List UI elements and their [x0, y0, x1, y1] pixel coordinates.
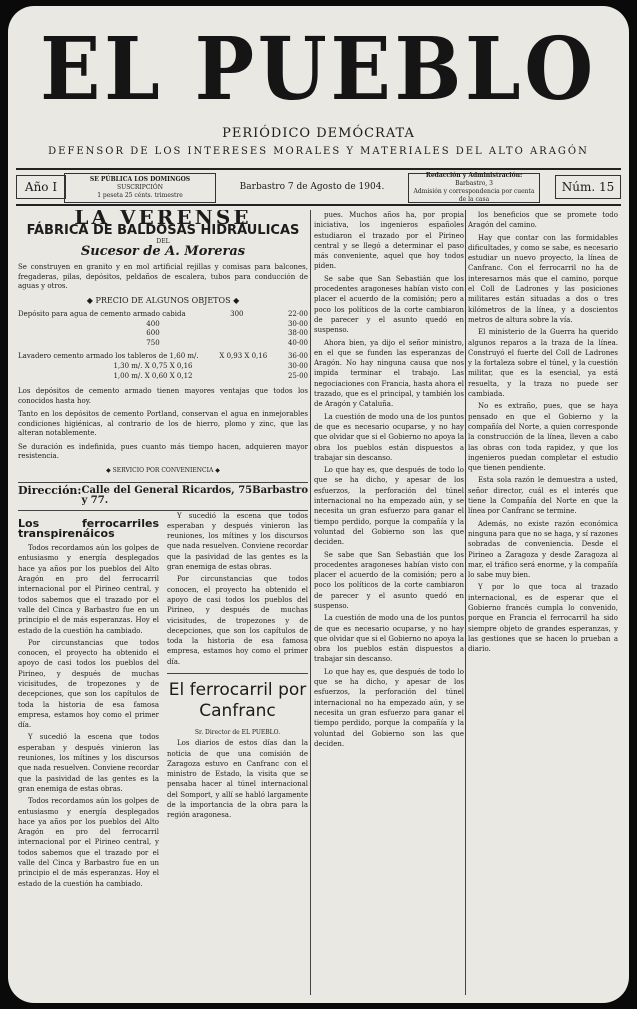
ad-note: Tanto en los depósitos de cemento Portland, conservan el agua en inmejorables condiciones higiénicas, al contrario de los de hierro, plomo y zinc, que las alteran notablemente. [18, 410, 308, 438]
ad-title: LA VERENSE [74, 210, 252, 229]
editorial-office: Redacción y Administración: [425, 172, 523, 179]
column-middle [314, 210, 464, 995]
price-row [18, 310, 308, 320]
price-row [18, 320, 308, 330]
price-qty: 600 [146, 329, 160, 338]
article-paragraph: Lo que hay es, que después de todo lo que se ha dicho, y apesar de los esfuerzos, la perforación del túnel internacional no ha empezado aún, y se necesita un gran esfuerzo para ganar el tiempo perdido, porque la compañía y la voluntad del Gobierno son las que deciden. [314, 667, 464, 748]
column-right [468, 210, 618, 995]
price-item: Depósito para agua de cemento armado cabida [18, 309, 186, 318]
direction-city: Barbastro [252, 484, 308, 496]
masthead-title: EL PUEBLO [40, 19, 597, 120]
masthead-subtitle: PERIÓDICO DEMÓCRATA [222, 126, 415, 141]
ad-del: DEL [156, 237, 170, 245]
subscription-price: 1 peseta 25 cénts. trimestre [97, 192, 183, 199]
article-paragraph: Esta sola razón le demuestra a usted, señor director, cuál es el interés que tiene la Compañía del Norte en que la línea por Canfranc se termine. [468, 476, 618, 516]
canfranc-salutation: Sr. Director de EL PUEBLO. [194, 728, 281, 736]
price-qty: 400 [146, 319, 160, 328]
divider [167, 673, 308, 674]
price-qty: 1,30 m/. X 0,75 X 0,16 [113, 361, 193, 370]
delivery-text: SERVICIO POR CONVENIENCIA [112, 466, 214, 474]
price-heading-text: PRECIO DE ALGUNOS OBJETOS [95, 295, 231, 305]
article-paragraph: pues. Muchos años ha, por propia iniciativa, los ingenieros españoles estudiaron el trazado por el Pirineo central y se llegó a determinar el paso más conveniente, aquel que hoy todos piden. [314, 211, 464, 271]
office-address: Barbastro, 3 [455, 180, 493, 187]
article-headline: Los ferrocarriles transpirenáicos [18, 516, 159, 540]
price-value: 22·00 [287, 309, 308, 318]
price-value: 36·00 [287, 352, 308, 361]
price-qty: X 0,93 X 0,16 [219, 352, 268, 361]
article-paragraph: El ministerio de la Guerra ha querido algunos reparos a la traza de la línea. Construyó el fuerte del Coll de Ladrones y la fortaleza sobre el túnel, y la cuestión militar, que es la esencial, ya está resuelta, y la traza no puede ser cambiada. [468, 328, 618, 399]
price-row [18, 339, 308, 349]
price-row [18, 352, 308, 362]
publish-day: SE PÚBLICA LOS DOMINGOS [89, 176, 191, 183]
ad-intro: Se construyen en granito y en mol artificial rejillas y comisas para balcones, fregaderas, pilas, depósitos, peldaños de escalera, tubos para conducción de aguas y otros. [18, 263, 308, 291]
column-rule [465, 210, 466, 995]
price-list [18, 310, 308, 381]
article-paragraph: Y por lo que toca al trazado internacional, es de esperar que el Gobierno francés cumpla lo convenido, porque en Francia el ferrocarril ha sido siempre objeto de grandes esperanzas, y las gestiones que se hacen lo prueban a diario. [468, 583, 618, 654]
lower-left-subcolumns [18, 511, 308, 891]
price-value: 40·00 [287, 338, 308, 347]
editorial-note: Admisión y correspondencia por cuenta de la casa [413, 188, 535, 203]
column-rule [310, 210, 311, 995]
article-paragraph: Lo que hay es, que después de todo lo que se ha dicho, y apesar de los esfuerzos, la perforación del túnel internacional no ha empezado aún, y se necesita un gran esfuerzo para ganar el tiempo perdido, porque la compañía y la voluntad del Gobierno son las que deciden. [314, 466, 464, 547]
price-value: 30·00 [287, 319, 308, 328]
price-value: 38·00 [287, 329, 308, 338]
masthead-motto: DEFENSOR DE LOS INTERESES MORALES Y MATERIALES DEL ALTO ARAGÓN [48, 146, 589, 157]
subscription-box [64, 173, 216, 203]
article-paragraph: Se sabe que San Sebastián que los procedentes aragoneses habían visto con placer el acuerdo de la comisión; pero a poco los políticos de la corte cambiaron de parecer y el asunto quedó en suspenso. [314, 274, 464, 335]
price-heading: ◆ PRECIO DE ALGUNOS OBJETOS ◆ [86, 295, 240, 305]
direction-address: Calle del General Ricardos, 75 y 77. [81, 484, 253, 507]
price-qty: 750 [146, 338, 160, 347]
article-paragraph: los beneficios que se promete todo Aragón del camino. [468, 211, 618, 230]
office-box [408, 173, 540, 203]
ad-subtitle: FÁBRICA DE BALDOSAS HIDRÁULICAS [26, 223, 300, 239]
price-row [18, 362, 308, 372]
ad-successor: Sucesor de A. Moreras [80, 243, 246, 259]
direction-line [18, 482, 308, 511]
article-paragraph: Por circunstancias que todos conocen, el proyecto ha obtenido el apoyo de casi todos los pueblos del Pirineo, y después de muchas vicisitudes, de tropezones y de decepciones, que son los capítulos de toda la historia de esa famosa empresa, estamos hoy como el primer día. [18, 638, 159, 730]
price-value: 30·00 [287, 361, 308, 370]
article-paragraph: Todos recordamos aún los golpes de entusiasmo y energía desplegados hace ya años por los pueblos del Alto Aragón en pro del ferrocarril internacional por el Pirineo central, y todos sabemos que el trazado por el valle del Cinca y Barbastro fue en un principio el de más esperanzas. Hoy el estado de la cuestión ha cambiado. [18, 544, 159, 635]
delivery-line: ◆ SERVICIO POR CONVENIENCIA ◆ [106, 466, 220, 474]
year-label: Año I [16, 175, 66, 199]
price-value: 25·00 [287, 371, 308, 380]
column-left [18, 210, 308, 995]
issue-number: Núm. 15 [555, 175, 621, 199]
price-item: Lavadero cemento armado los tableros de 1,60 m/. [18, 352, 199, 361]
price-row [18, 329, 308, 339]
article-paragraph: Hay que contar con las formidables dificultades, y como se sabe, es necesario estudiar un nuevo proyecto, la línea de Canfranc. Con el ferrocarril no ha de interesarnos más que el camino, porque el Coll de Ladrones y las posiciones militares están situadas a dos o tres kilómetros de la línea, y a doscientos metros de altura sobre la vía. [468, 233, 618, 324]
article-paragraph: La cuestión de modo una de los puntos de que es necesario ocuparse, y no hay que olvidar que si el Gobierno no apoya la obra los pueblos están dispuestos a trabajar sin descanso. [314, 412, 464, 462]
article-paragraph: Se sabe que San Sebastián que los procedentes aragoneses habían visto con placer el acuerdo de la comisión; pero a poco los políticos de la corte cambiaron de parecer y el asunto quedó en suspenso. [314, 550, 464, 610]
article-paragraph: Los diarios de estos días dan la noticia de que una comisión de Zaragoza estuvo en Canfranc con el ministro de Estado, la visita que se pensaba hacer al túnel internacional del Somport, y allí se habló largamente de la importancia de la obra para la región aragonesa. [167, 739, 308, 820]
ad-note: Se duración es indefinida, pues cuanto más tiempo hacen, adquieren mayor resistencia. [18, 442, 308, 461]
canfranc-headline: El ferrocarril por Canfranc [168, 679, 307, 721]
article-paragraph: Todos recordamos aún los golpes de entusiasmo y energía desplegados hace ya años por los pueblos del Alto Aragón en pro del ferrocarril internacional por el Pirineo central, y todos sabemos que el trazado por el valle del Cinca y Barbastro fue en un principio el de más esperanzas. Hoy el estado de la cuestión ha cambiado. [18, 797, 159, 888]
ad-note: Los depósitos de cemento armado tienen mayores ventajas que todos los conocidos hasta hoy. [18, 387, 308, 405]
price-row [18, 372, 308, 382]
price-qty: 1,00 m/. X 0,60 X 0,12 [113, 371, 193, 380]
issue-info-bar [16, 168, 621, 206]
direction-label: Dirección: [18, 483, 82, 497]
price-qty: 300 [230, 309, 244, 318]
subscription-label: SUSCRIPCIÓN [117, 184, 163, 191]
article-paragraph: Y sucedió la escena que todos esperaban y después vinieron las reuniones, los mítines y los discursos que nada resuelven. Conviene recordar que la pasividad de las gentes es la gran enemiga de estas obras. [167, 511, 308, 572]
subcolumn-canfranc [167, 511, 308, 891]
newspaper-page [8, 6, 629, 1003]
article-paragraph: No es extraño, pues, que se haya pensado en que el Gobierno y la compañía del Norte, a quien corresponde la construcción de la línea, lleven a cabo las obras con toda rapidez, y que los ingenieros puedan completar el estudio que tienen pendiente. [468, 402, 618, 473]
article-paragraph: Por circunstancias que todos conocen, el proyecto ha obtenido el apoyo de casi todos los pueblos del Pirineo, y después de muchas vicisitudes, de tropezones y de decepciones, que son los capítulos de toda la historia de esa famosa empresa, estamos hoy como el primer día. [167, 575, 308, 666]
subcolumn-ferro [18, 511, 159, 891]
article-paragraph: Ahora bien, ya dijo el señor ministro, en el que se funden las esperanzas de Aragón. No hay ninguna causa que nos impida terminar el trabajo. Las negociaciones con Francia, hasta ahora el trazado, que es el principal, y también los de Aragón y Cataluña. [314, 338, 464, 409]
article-paragraph: Y sucedió la escena que todos esperaban y después vinieron las reuniones, los mítines y los discursos que nada resuelven. Conviene recordar que la pasividad de las gentes es la gran enemiga de estas obras. [18, 733, 159, 793]
article-paragraph: La cuestión de modo una de los puntos de que es necesario ocuparse, y no hay que olvidar que si el Gobierno no apoya la obra los pueblos están dispuestos a trabajar sin descanso. [314, 614, 464, 664]
article-paragraph: Además, no existe razón económica ninguna para que no se haga, y sí razones sobradas de conveniencia. Desde el Pirineo a Zaragoza y desde Zaragoza al mar, el tráfico será enorme, y la compañía lo sabe muy bien. [468, 519, 618, 580]
place-date: Barbastro 7 de Agosto de 1904. [239, 182, 385, 192]
